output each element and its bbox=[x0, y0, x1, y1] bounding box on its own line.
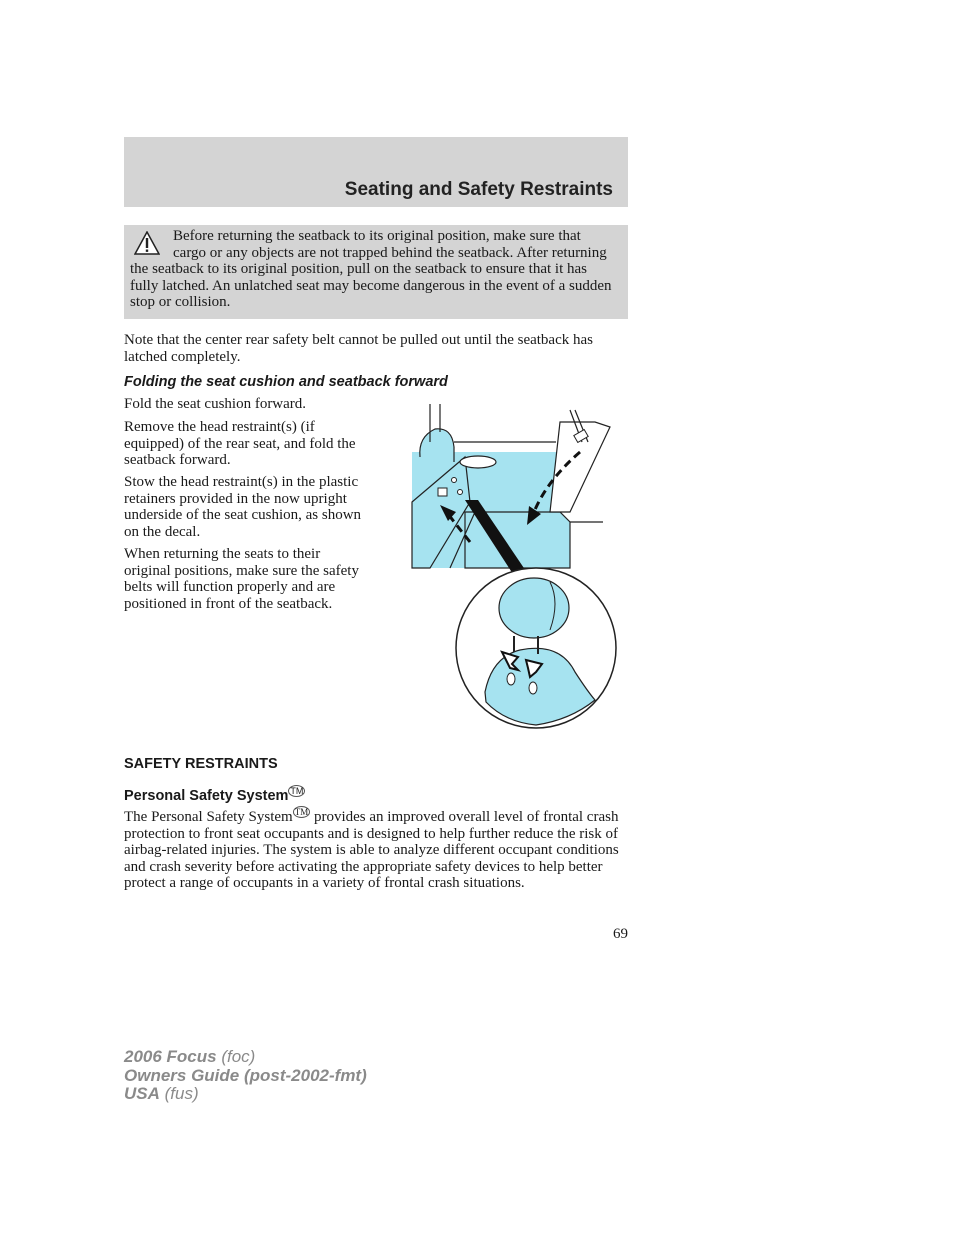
warning-text: Before returning the seatback to its original position, make sure that cargo or any objects are not trapped behind the seatback. After returning the seatback to its original position, pull on the seatback to ensure that it has fully latched. An unlatched seat may become dangerous in the event of a sudden stop or collision. bbox=[130, 228, 612, 310]
trademark-mark: TM bbox=[290, 786, 304, 796]
warning-text-block bbox=[130, 228, 616, 311]
folding-heading: Folding the seat cushion and seatback forward bbox=[124, 374, 448, 390]
personal-safety-system-label: Personal Safety System bbox=[124, 787, 289, 804]
folding-paragraph-2: Remove the head restraint(s) (if equipped) of the rear seat, and fold the seatback forward. bbox=[124, 419, 356, 468]
warning-box bbox=[124, 225, 628, 319]
pss-text-b: provides an improved overall level of frontal crash protection to front seat occupants and is designed to help further reduce the risk of airbag-related injuries. The system is able to analyze different occupant conditions and crash severity before activating the appropriate safety devices to help better protect a range of occupants in a variety of frontal crash situations. bbox=[124, 809, 619, 891]
trademark-mark-inline: TM bbox=[294, 807, 309, 817]
folding-paragraph-3: Stow the head restraint(s) in the plastic retainers provided in the now upright underside of the seat cushion, as shown on the decal. bbox=[124, 474, 362, 540]
page-number: 69 bbox=[613, 926, 628, 942]
footer-model: 2006 Focus bbox=[124, 1047, 217, 1066]
footer-line-2: Owners Guide (post-2002-fmt) bbox=[124, 1065, 367, 1085]
seat-fold-illustration bbox=[410, 402, 620, 732]
section-header-band bbox=[124, 137, 628, 207]
folding-paragraph-4: When returning the seats to their original positions, make sure the safety belts will function properly and are positioned in front of the seatback. bbox=[124, 546, 359, 612]
note-paragraph: Note that the center rear safety belt cannot be pulled out until the seatback has latched completely. bbox=[124, 332, 593, 365]
footer-line-1 bbox=[124, 1048, 367, 1067]
footer-market: USA bbox=[124, 1084, 160, 1103]
safety-restraints-heading: SAFETY RESTRAINTS bbox=[124, 756, 278, 772]
pss-text-a: The Personal Safety System bbox=[124, 809, 293, 825]
footer-model-code: (foc) bbox=[216, 1047, 256, 1066]
section-title: Seating and Safety Restraints bbox=[344, 179, 613, 200]
personal-safety-system-paragraph bbox=[124, 808, 630, 892]
document-footer bbox=[124, 1048, 367, 1104]
folding-paragraph-1: Fold the seat cushion forward. bbox=[124, 396, 307, 412]
footer-line-3 bbox=[124, 1085, 367, 1104]
footer-market-code: (fus) bbox=[159, 1084, 199, 1103]
personal-safety-system-heading bbox=[124, 787, 305, 804]
